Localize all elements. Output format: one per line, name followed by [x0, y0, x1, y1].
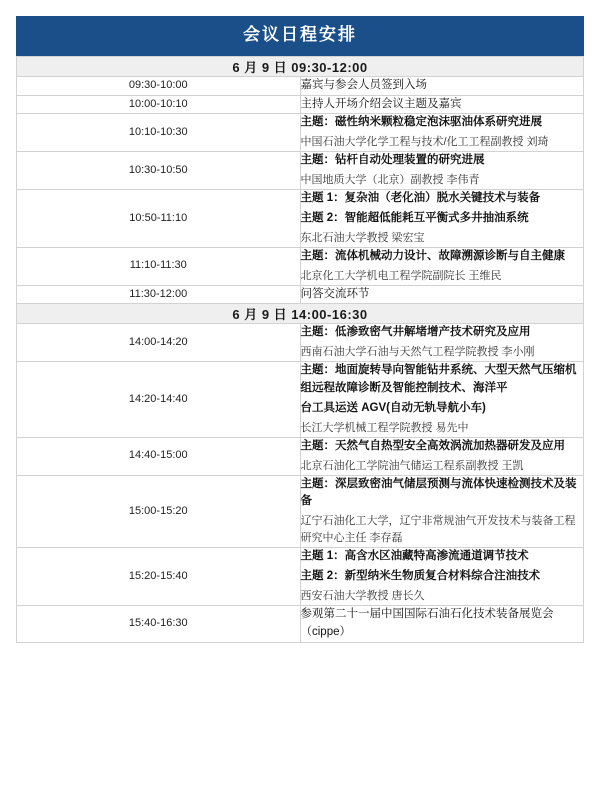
session-header-row	[17, 56, 584, 76]
session-topic: 主题：流体机械动力设计、故障溯源诊断与自主健康	[300, 249, 565, 262]
session-time: 09:30-10:00	[17, 76, 301, 95]
session-text: 参观第二十一届中国国际石油石化技术装备展览会（cippe）	[300, 607, 554, 638]
session-topic: 主题：深层致密油气储层预测与流体快速检测技术及装备	[300, 477, 577, 508]
table-row	[17, 95, 584, 114]
session-topic: 主题 1：高含水区油藏特高渗流通道调节技术	[300, 550, 529, 563]
schedule-body	[17, 56, 584, 642]
session-content	[300, 362, 584, 437]
session-content	[300, 247, 584, 285]
session-time: 10:10-10:30	[17, 114, 301, 152]
session-content	[300, 114, 584, 152]
session-speaker: 北京化工大学机电工程学院副院长 王维民	[300, 269, 502, 282]
session-time: 14:40-15:00	[17, 437, 301, 475]
session-topic: 主题 2：新型纳米生物质复合材料综合注油技术	[300, 570, 541, 583]
table-row	[17, 437, 584, 475]
session-topic: 主题 1：复杂油（老化油）脱水关键技术与装备	[300, 192, 541, 205]
session-text: 主持人开场介绍会议主题及嘉宾	[300, 97, 462, 110]
session-text: 嘉宾与参会人员签到入场	[300, 78, 427, 91]
schedule-table	[16, 56, 584, 643]
table-row	[17, 475, 584, 548]
session-content	[300, 605, 584, 642]
session-content	[300, 475, 584, 548]
table-row	[17, 605, 584, 642]
session-time: 15:00-15:20	[17, 475, 301, 548]
session-speaker: 中国地质大学（北京）副教授 李伟青	[300, 173, 480, 186]
session-topic: 主题：地面旋转导向智能钻井系统、大型天然气压缩机组远程故障诊断及智能控制技术、海洋平	[300, 364, 577, 395]
session-content	[300, 437, 584, 475]
session-content	[300, 95, 584, 114]
session-speaker: 中国石油大学化学工程与技术/化工工程副教授 刘琦	[300, 136, 549, 149]
session-speaker: 西安石油大学教授 唐长久	[300, 589, 425, 602]
session-speaker: 北京石油化工学院油气储运工程系副教授 王凯	[300, 459, 524, 472]
table-row	[17, 324, 584, 362]
session-topic: 台工具运送 AGV(自动无轨导航小车)	[300, 401, 486, 414]
session-speaker: 西南石油大学石油与天然气工程学院教授 李小刚	[300, 346, 535, 359]
session-content	[300, 190, 584, 248]
session-topic: 主题 2：智能超低能耗互平衡式多井抽油系统	[300, 211, 529, 224]
table-row	[17, 362, 584, 437]
session-header-row	[17, 304, 584, 324]
session-text: 问答交流环节	[300, 287, 370, 300]
table-row	[17, 247, 584, 285]
session-topic: 主题：磁性纳米颗粒稳定泡沫驱油体系研究进展	[300, 116, 542, 129]
table-row	[17, 548, 584, 606]
session-content	[300, 548, 584, 606]
session-content	[300, 285, 584, 304]
session-time: 10:50-11:10	[17, 190, 301, 248]
session-time: 15:40-16:30	[17, 605, 301, 642]
session-topic: 主题：钻杆自动处理装置的研究进展	[300, 154, 485, 167]
session-heading: 6 月 9 日 14:00-16:30	[17, 304, 584, 324]
session-topic: 主题：低渗致密气井解堵增产技术研究及应用	[300, 326, 531, 339]
page-title: 会议日程安排	[16, 16, 584, 56]
session-time: 10:00-10:10	[17, 95, 301, 114]
table-row	[17, 190, 584, 248]
table-row	[17, 114, 584, 152]
table-row	[17, 76, 584, 95]
session-content	[300, 152, 584, 190]
session-time: 15:20-15:40	[17, 548, 301, 606]
table-row	[17, 285, 584, 304]
session-time: 10:30-10:50	[17, 152, 301, 190]
session-speaker: 东北石油大学教授 梁宏宝	[300, 231, 425, 244]
table-row	[17, 152, 584, 190]
session-content	[300, 76, 584, 95]
session-speaker: 长江大学机械工程学院教授 易先中	[300, 421, 469, 434]
session-speaker: 辽宁石油化工大学，辽宁非常规油气开发技术与装备工程研究中心主任 李存磊	[300, 515, 576, 545]
session-time: 14:00-14:20	[17, 324, 301, 362]
session-heading: 6 月 9 日 09:30-12:00	[17, 56, 584, 76]
session-topic: 主题：天然气自热型安全高效涡流加热器研发及应用	[300, 439, 565, 452]
session-time: 11:30-12:00	[17, 285, 301, 304]
session-content	[300, 324, 584, 362]
session-time: 11:10-11:30	[17, 247, 301, 285]
session-time: 14:20-14:40	[17, 362, 301, 437]
